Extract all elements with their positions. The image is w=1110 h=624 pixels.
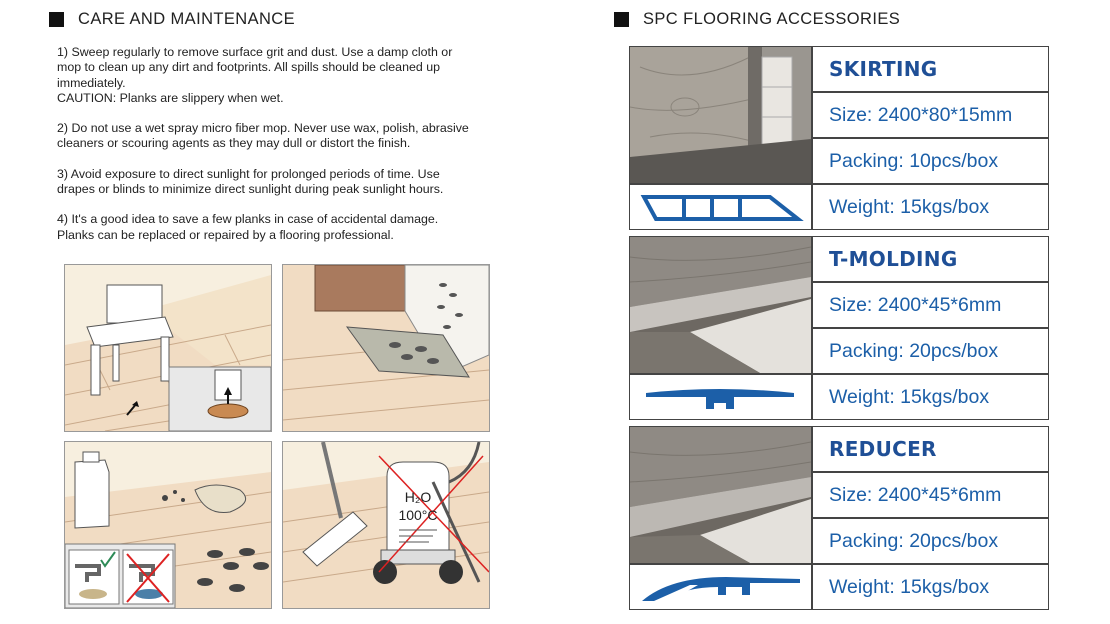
heading-square-icon [49,12,64,27]
skirting-photo [629,46,812,184]
care-paragraph-1: 1) Sweep regularly to remove surface grit and dust. Use a damp cloth or mop to clean up any dirt and footprints. All spills should be cleaned up immediately. CAUTION: Planks are slippery when wet. [57,45,453,105]
skirting-packing: Packing: 10pcs/box [812,138,1049,184]
skirting-size: Size: 2400*80*15mm [812,92,1049,138]
broom-vacuum-illustration [282,441,490,609]
doormat-icon [283,265,489,431]
accessory-reducer [629,426,1049,610]
reducer-profile-icon [630,565,811,609]
t-molding-photo [629,236,812,374]
accessory-t-molding [629,236,1049,420]
skirting-photo-icon [630,47,811,183]
skirting-profile [629,184,812,230]
t-molding-profile-icon [630,375,811,419]
skirting-name: SKIRTING [812,46,1049,92]
t-molding-weight: Weight: 15kgs/box [812,374,1049,420]
vacuum-label-2: 100°C [398,507,438,523]
accessories-heading-row [614,10,900,29]
care-heading-row [49,10,295,29]
spill-icon [65,442,271,608]
vacuum-icon [283,442,489,608]
reducer-weight: Weight: 15kgs/box [812,564,1049,610]
vacuum-label-1: H₂O [404,489,432,505]
t-molding-packing: Packing: 20pcs/box [812,328,1049,374]
reducer-name: REDUCER [812,426,1049,472]
accessory-skirting [629,46,1049,230]
skirting-profile-icon [630,185,811,229]
spill-cleaning-illustration [64,441,272,609]
reducer-photo-icon [630,427,811,563]
care-paragraph-4: 4) It's a good idea to save a few planks in case of accidental damage. Planks can be replaced or repaired by a flooring professional. [57,212,439,242]
heading-square-icon [614,12,629,27]
care-paragraph-3: 3) Avoid exposure to direct sunlight for prolonged periods of time. Use drapes or blinds to minimize direct sunlight during peak sunlight hours. [57,166,444,197]
reducer-packing: Packing: 20pcs/box [812,518,1049,564]
reducer-size: Size: 2400*45*6mm [812,472,1049,518]
t-molding-photo-icon [630,237,811,373]
accessories-heading: SPC FLOORING ACCESSORIES [643,10,901,28]
t-molding-size: Size: 2400*45*6mm [812,282,1049,328]
t-molding-name: T-MOLDING [812,236,1049,282]
care-instructions [57,45,527,258]
chair-protector-illustration [64,264,272,432]
care-heading: CARE AND MAINTENANCE [78,10,296,28]
reducer-profile [629,564,812,610]
care-paragraph-2: 2) Do not use a wet spray micro fiber mop. Never use wax, polish, abrasive cleaners or scouring agents as they may dull or distort the finish. [57,121,469,151]
reducer-photo [629,426,812,564]
t-molding-profile [629,374,812,420]
doormat-illustration [282,264,490,432]
chair-icon [65,265,271,431]
skirting-weight: Weight: 15kgs/box [812,184,1049,230]
